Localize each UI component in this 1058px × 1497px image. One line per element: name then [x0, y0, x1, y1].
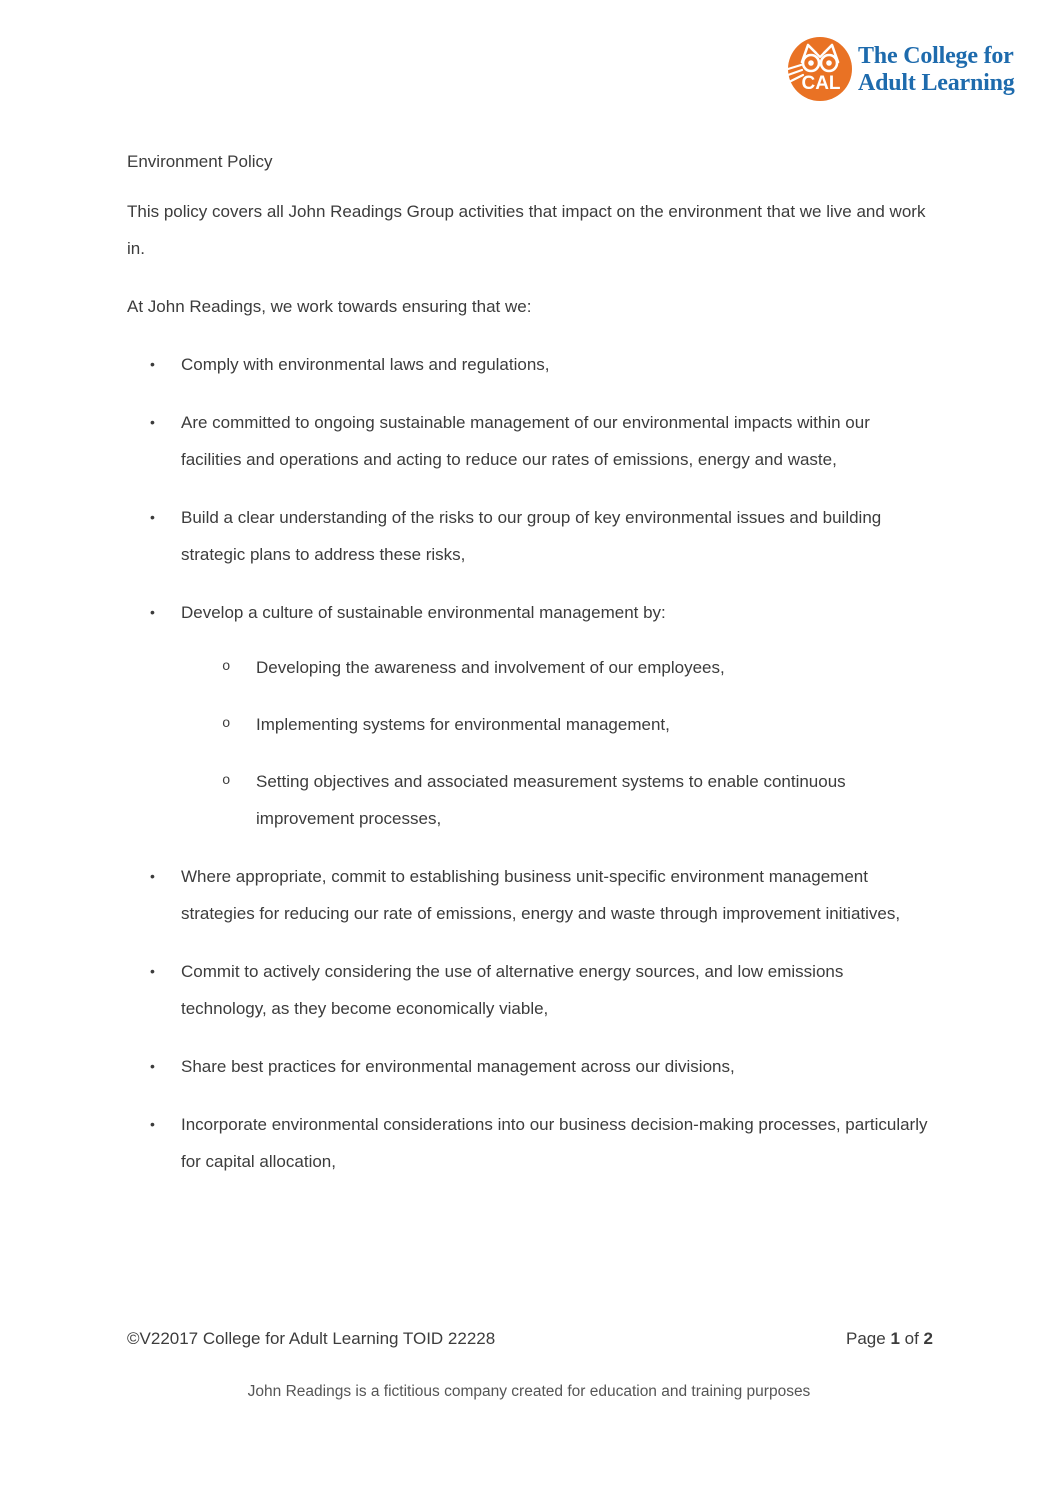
footer-row — [127, 1327, 933, 1351]
footer-disclaimer: John Readings is a fictitious company created for education and training purposes — [247, 1383, 811, 1400]
sub-bullet-text: Setting objectives and associated measurement systems to enable continuous improvement processes, — [256, 772, 846, 828]
bullet-item — [127, 594, 933, 837]
footer-page-total: 2 — [923, 1329, 933, 1348]
footer-page-of: of — [899, 1329, 924, 1348]
bullet-text: Build a clear understanding of the risks to our group of key environmental issues and building strategic plans to address these risks, — [181, 508, 882, 564]
footer-page-prefix: Page — [846, 1329, 891, 1348]
cal-owl-logo-icon — [786, 36, 853, 103]
sub-bullet-text: Implementing systems for environmental management, — [256, 715, 670, 734]
logo-name-line2: Adult Learning — [858, 69, 1015, 96]
bullet-item — [127, 1106, 933, 1180]
bullet-marker: • — [150, 356, 155, 372]
logo-monogram: CAL — [801, 73, 841, 94]
sub-bullet-marker: o — [222, 659, 231, 675]
sub-bullet-text: Developing the awareness and involvement of our employees, — [256, 658, 725, 677]
logo-wordmark — [858, 43, 1015, 97]
bullet-item — [127, 404, 933, 478]
bullet-item — [127, 858, 933, 932]
bullet-item — [127, 953, 933, 1027]
bullet-marker: • — [150, 868, 155, 884]
page-title: Environment Policy — [127, 152, 273, 171]
bullet-text: Comply with environmental laws and regulations, — [181, 355, 550, 374]
bullet-marker: • — [150, 509, 155, 525]
bullet-marker: • — [150, 1058, 155, 1074]
bullet-list — [127, 346, 933, 1180]
sub-bullet-item — [181, 649, 933, 686]
bullet-text: Are committed to ongoing sustainable management of our environmental impacts within our facilities and operations and acting to reduce our rates of emissions, energy and waste, — [181, 413, 870, 469]
bullet-text: Develop a culture of sustainable environmental management by: — [181, 603, 666, 622]
sub-bullet-list — [181, 649, 933, 837]
bullet-marker: • — [150, 604, 155, 620]
sub-bullet-item — [181, 763, 933, 837]
intro-paragraph-1: This policy covers all John Readings Group activities that impact on the environment that we live and work in. — [127, 202, 926, 258]
footer-copyright: ©V22017 College for Adult Learning TOID 22228 — [127, 1329, 496, 1348]
footer-page-current: 1 — [890, 1329, 900, 1348]
sub-bullet-marker: o — [222, 716, 231, 732]
bullet-text: Incorporate environmental considerations into our business decision-making processes, particularly for capital allocation, — [181, 1115, 928, 1171]
bullet-text: Share best practices for environmental management across our divisions, — [181, 1057, 735, 1076]
bullet-item — [127, 499, 933, 573]
logo-name-line1: The College for — [858, 42, 1014, 69]
bullet-item — [127, 346, 933, 383]
bullet-marker: • — [150, 1116, 155, 1132]
footer-page-number — [846, 1327, 933, 1351]
bullet-text: Commit to actively considering the use of alternative energy sources, and low emissions technology, as they become economically viable, — [181, 962, 844, 1018]
bullet-marker: • — [150, 414, 155, 430]
intro-paragraph-2: At John Readings, we work towards ensuring that we: — [127, 297, 532, 316]
sub-bullet-marker: o — [222, 773, 231, 789]
bullet-item — [127, 1048, 933, 1085]
sub-bullet-item — [181, 706, 933, 743]
cal-logo — [786, 36, 1015, 103]
document-body — [127, 143, 933, 1201]
bullet-marker: • — [150, 963, 155, 979]
bullet-text: Where appropriate, commit to establishing business unit-specific environment management strategies for reducing our rate of emissions, energy and waste through improvement initiatives, — [181, 867, 901, 923]
